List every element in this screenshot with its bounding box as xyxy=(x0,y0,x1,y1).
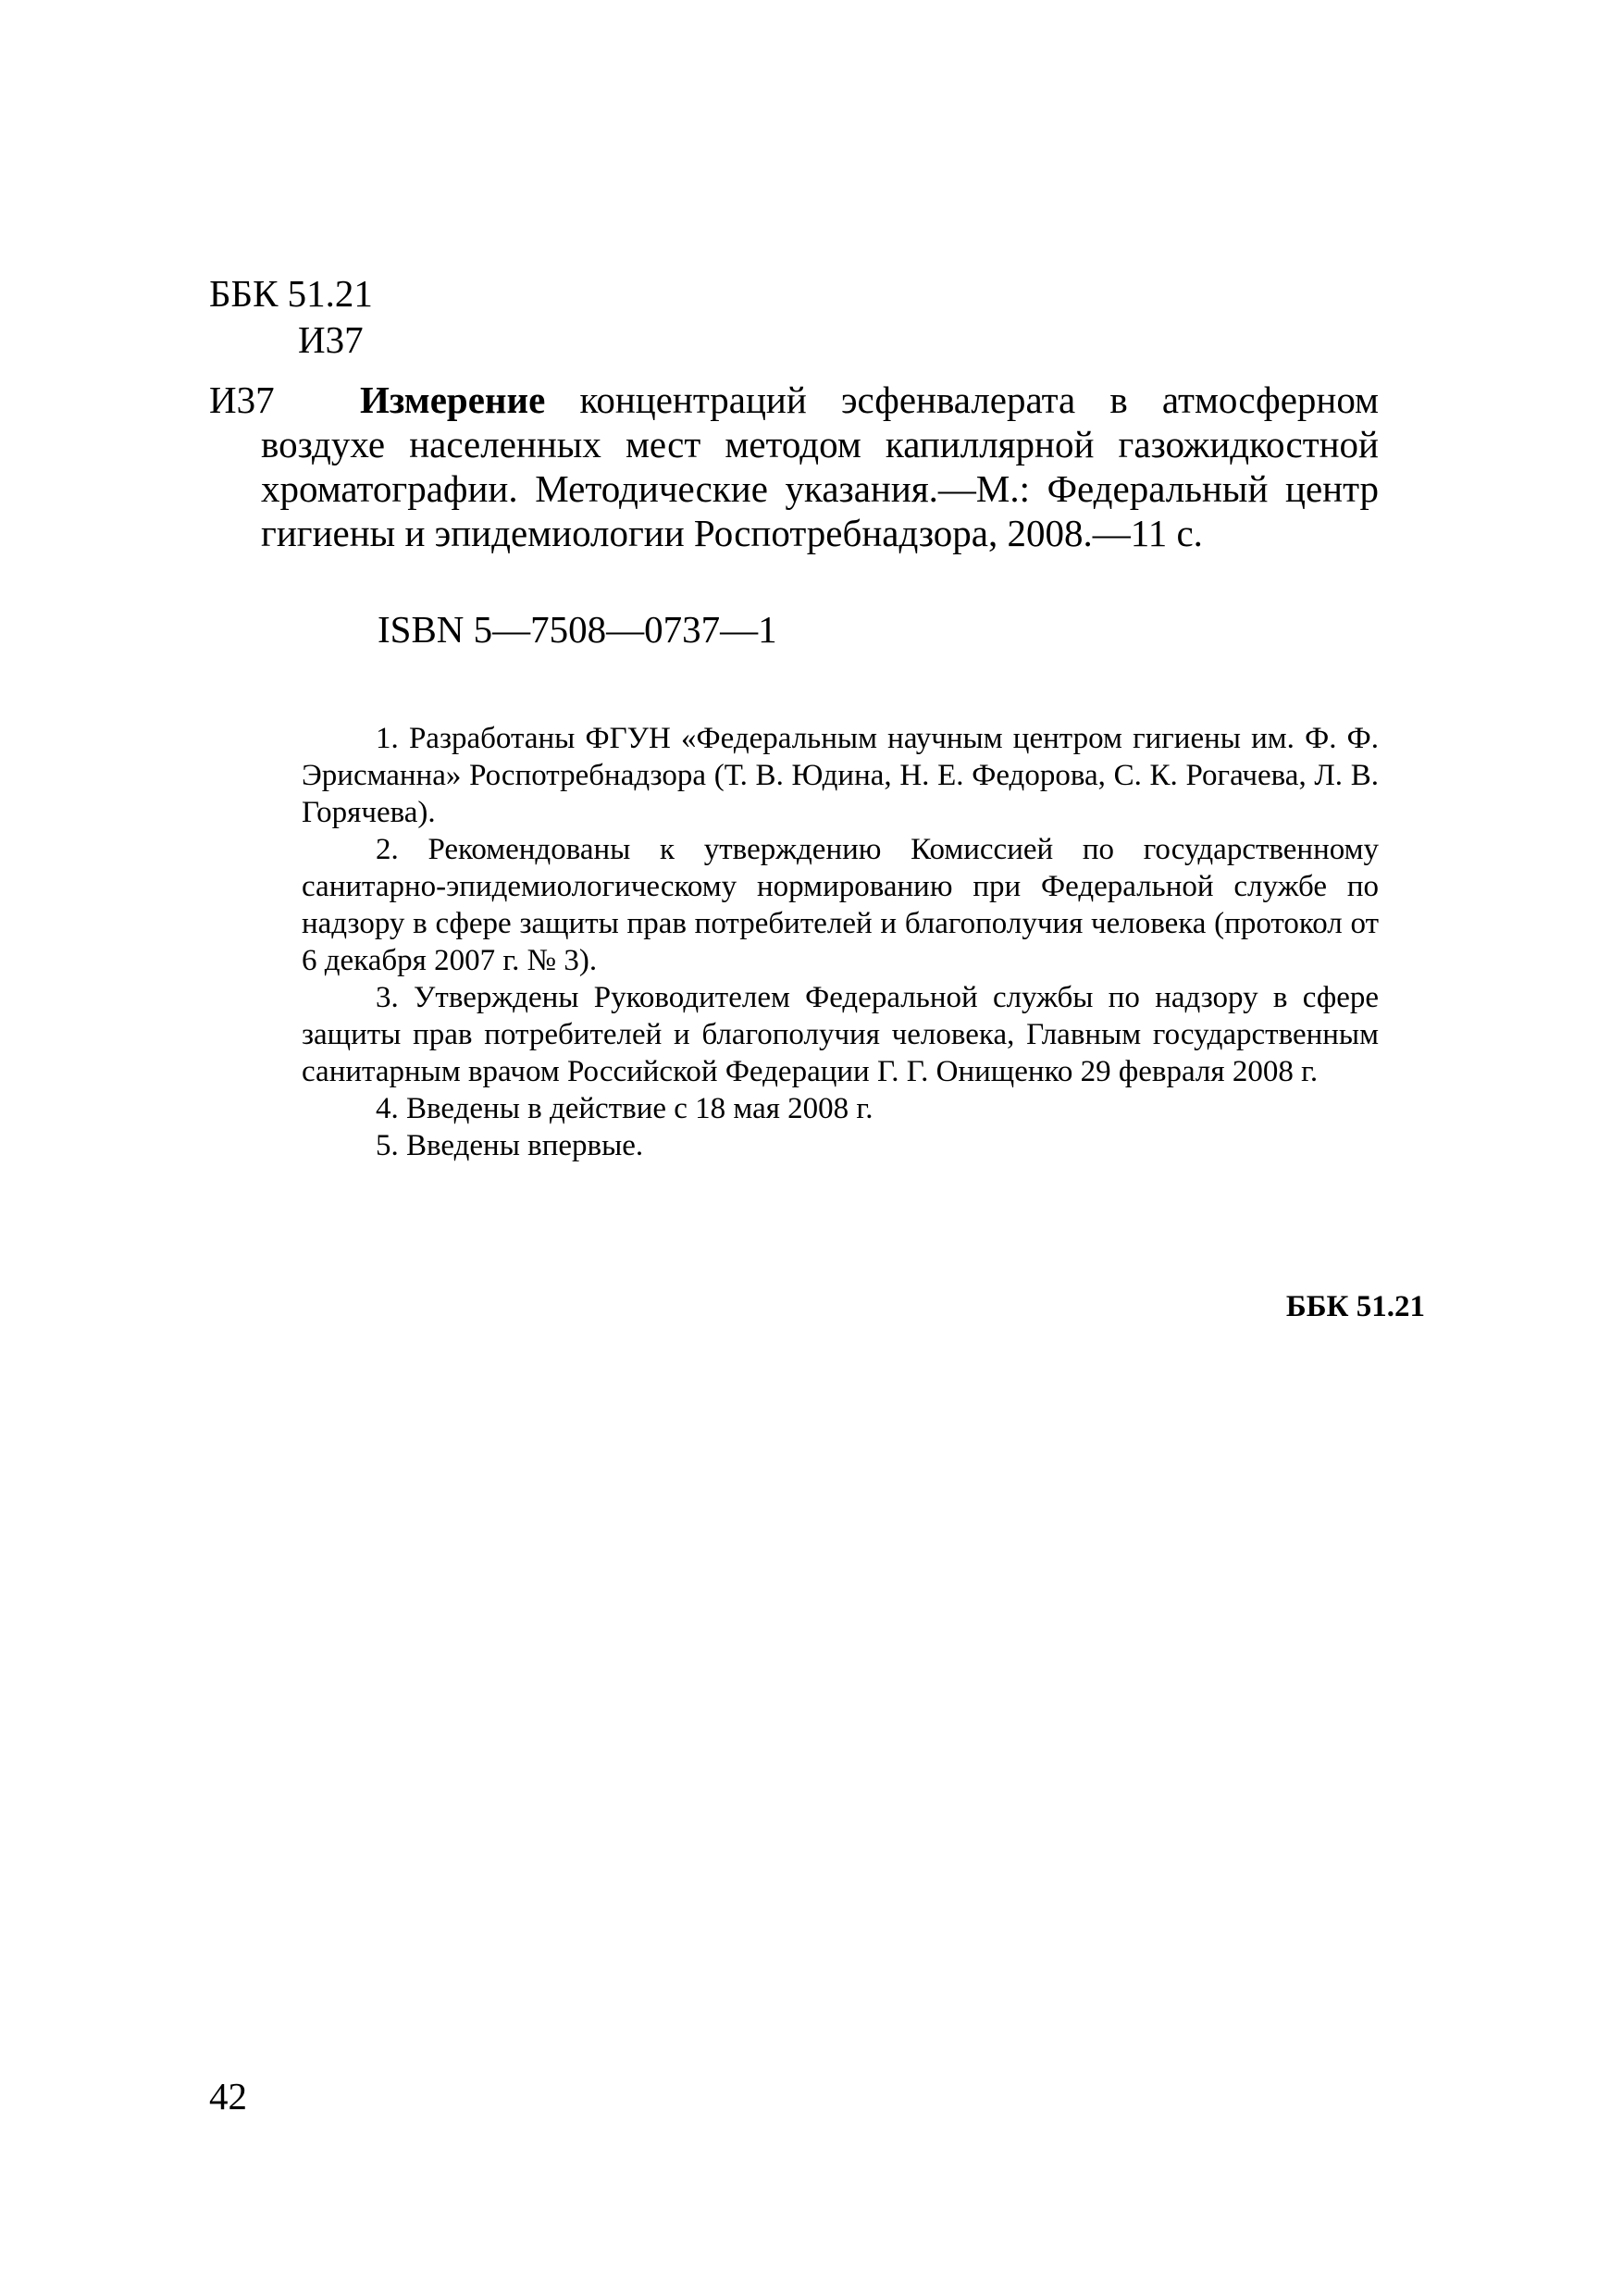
bbk-classification: ББК 51.21 xyxy=(209,272,373,315)
note-item: 4. Введены в действие с 18 мая 2008 г. xyxy=(376,1092,873,1125)
note-item: 2. Рекомендованы к утверждению Комиссией по государственному санитарно-эпидемиологическому нормированию при Федеральной службе по надзору в сфере защиты прав потребителей и благополучия человека (протокол от 6 декабря 2007 г. № 3). xyxy=(302,833,1379,977)
note-item: 3. Утверждены Руководителем Федеральной службы по надзору в сфере защиты прав потребителей и благополучия человека, Главным государственным санитарным врачом Российской Федерации Г. Г. Онищенко 29 февраля 2008 г. xyxy=(302,981,1379,1088)
entry-author-mark: И37 xyxy=(209,379,275,421)
entry-description: концентраций эсфенвалерата в атмосферном воздухе населенных мест методом капиллярной газожидкостной хроматографии. Методические указания.—М.: Федеральный центр гигиены и эпидемиологии Роспотребнадзора, 2008.—11 с. xyxy=(261,379,1379,554)
bbk-footer: ББК 51.21 xyxy=(1285,1290,1425,1323)
note-item: 1. Разработаны ФГУН «Федеральным научным центром гигиены им. Ф. Ф. Эрисманна» Роспотребнадзора (Т. В. Юдина, Н. Е. Федорова, С. К. Рогачева, Л. В. Горячева). xyxy=(302,722,1379,829)
entry-text xyxy=(261,378,1379,555)
entry-title-bold: Измерение xyxy=(360,379,546,421)
page-number: 42 xyxy=(209,2075,247,2117)
author-mark: И37 xyxy=(298,318,364,361)
note-item: 5. Введены впервые. xyxy=(376,1129,644,1162)
notes-list xyxy=(302,720,1379,1164)
isbn: ISBN 5—7508—0737—1 xyxy=(378,608,777,651)
bibliographic-entry xyxy=(209,378,1379,555)
